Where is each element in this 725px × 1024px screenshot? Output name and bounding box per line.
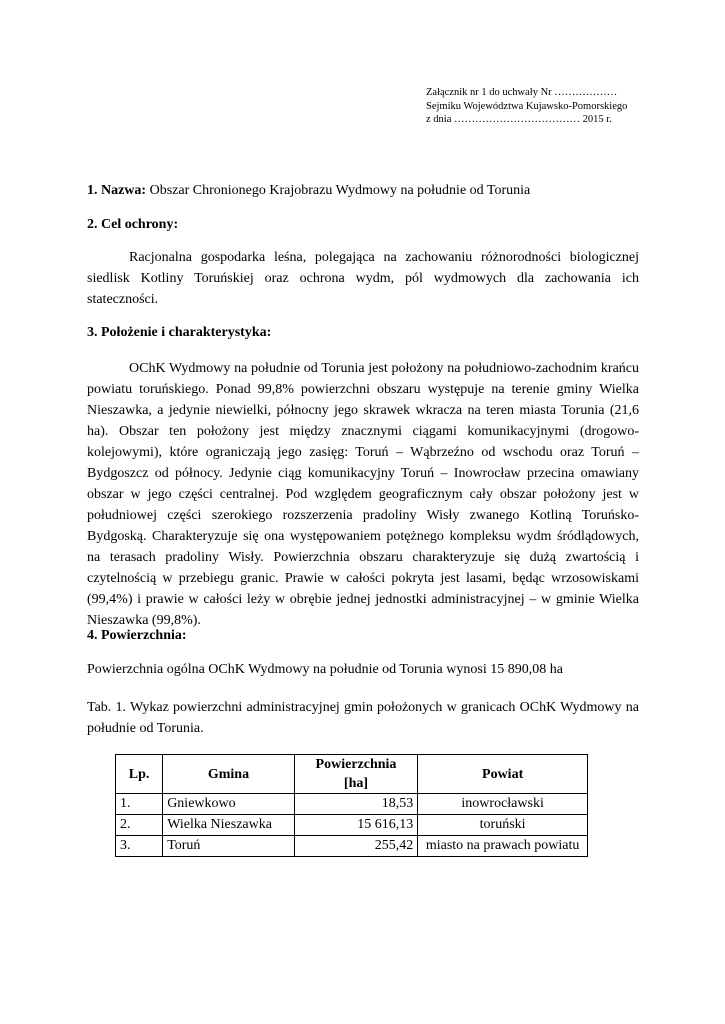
section-location	[87, 358, 639, 631]
cell-lp: 2.	[116, 815, 163, 836]
section-location-label: 3. Położenie i charakterystyka:	[87, 325, 272, 340]
cell-area: 255,42	[294, 836, 418, 857]
date-line: z dnia ……………………………… 2015 r.	[426, 114, 612, 125]
section-name-text: Obszar Chronionego Krajobrazu Wydmowy na południe od Torunia	[146, 183, 531, 198]
section-goal-text: Racjonalna gospodarka leśna, polegająca na zachowaniu różnorodności biologicznej siedlisk Kotliny Toruńskiej oraz ochrona wydm, pól wydmowych dla zachowania ich stateczności.	[87, 250, 639, 307]
table-row	[116, 794, 588, 815]
section-goal	[87, 247, 639, 310]
table-row	[116, 815, 588, 836]
cell-gmina: Wielka Nieszawka	[163, 815, 295, 836]
header-area-line2: [ha]	[343, 776, 369, 791]
table-header-row	[116, 755, 588, 794]
area-table	[115, 754, 588, 857]
cell-powiat: miasto na prawach powiatu	[418, 836, 588, 857]
section-goal-heading	[87, 216, 639, 234]
cell-area: 15 616,13	[294, 815, 418, 836]
cell-area: 18,53	[294, 794, 418, 815]
table-row	[116, 836, 588, 857]
section-name-label: 1. Nazwa:	[87, 183, 147, 198]
attachment-line: Załącznik nr 1 do uchwały Nr ………………	[426, 87, 618, 98]
section-area	[87, 659, 639, 680]
header-area	[294, 755, 418, 794]
section-location-heading	[87, 324, 639, 342]
document-header	[426, 86, 716, 127]
table-caption-block	[87, 697, 639, 739]
header-lp: Lp.	[116, 755, 163, 794]
cell-gmina: Toruń	[163, 836, 295, 857]
header-gmina: Gmina	[163, 755, 295, 794]
table-caption: Tab. 1. Wykaz powierzchni administracyjnej gmin położonych w granicach OChK Wydmowy na południe od Torunia.	[87, 700, 639, 736]
header-powiat: Powiat	[418, 755, 588, 794]
cell-lp: 1.	[116, 794, 163, 815]
cell-lp: 3.	[116, 836, 163, 857]
section-goal-label: 2. Cel ochrony:	[87, 217, 179, 232]
header-area-line1: Powierzchnia	[315, 757, 397, 772]
cell-powiat: inowrocławski	[418, 794, 588, 815]
sejmik-line: Sejmiku Województwa Kujawsko-Pomorskiego	[426, 100, 628, 112]
section-area-heading	[87, 627, 639, 645]
section-location-text: OChK Wydmowy na południe od Torunia jest położony na południowo-zachodnim krańcu powiatu toruńskiego. Ponad 99,8% powierzchni obszaru występuje na terenie gminy Wielka Nieszawka, a jedynie niewielki, północny jego skrawek wkracza na teren miasta Torunia (21,6 ha). Obszar ten położony jest między znacznymi ciągami komunikacyjnymi (drogowo-kolejowymi), które ograniczają jego zasięg: Toruń – Wąbrzeźno od wschodu oraz Toruń – Bydgoszcz od północy. Jedynie ciąg komunikacyjny Toruń – Inowrocław przecina omawiany obszar w jego części centralnej. Pod względem geograficznym cały obszar położony jest w południowej części szerokiego rozszerzenia pradoliny Wisły zwanego Kotliną Toruńsko-Bydgoską. Charakteryzuje się ona występowaniem potężnego kompleksu wydm śródlądowych, na terasach pradoliny Wisły. Powierzchnia obszaru charakteryzuje się dużą zwartością i czytelnością w przebiegu granic. Prawie w całości pokryta jest lasami, będąc wrzosowiskami (99,4%) i prawie w całości leży w obrębie jednej jednostki administracyjnej – w gminie Wielka Nieszawka (99,8%).	[87, 361, 639, 628]
section-area-label: 4. Powierzchnia:	[87, 628, 187, 643]
cell-gmina: Gniewkowo	[163, 794, 295, 815]
cell-powiat: toruński	[418, 815, 588, 836]
section-area-text: Powierzchnia ogólna OChK Wydmowy na południe od Torunia wynosi 15 890,08 ha	[87, 662, 563, 677]
section-name	[87, 182, 639, 200]
